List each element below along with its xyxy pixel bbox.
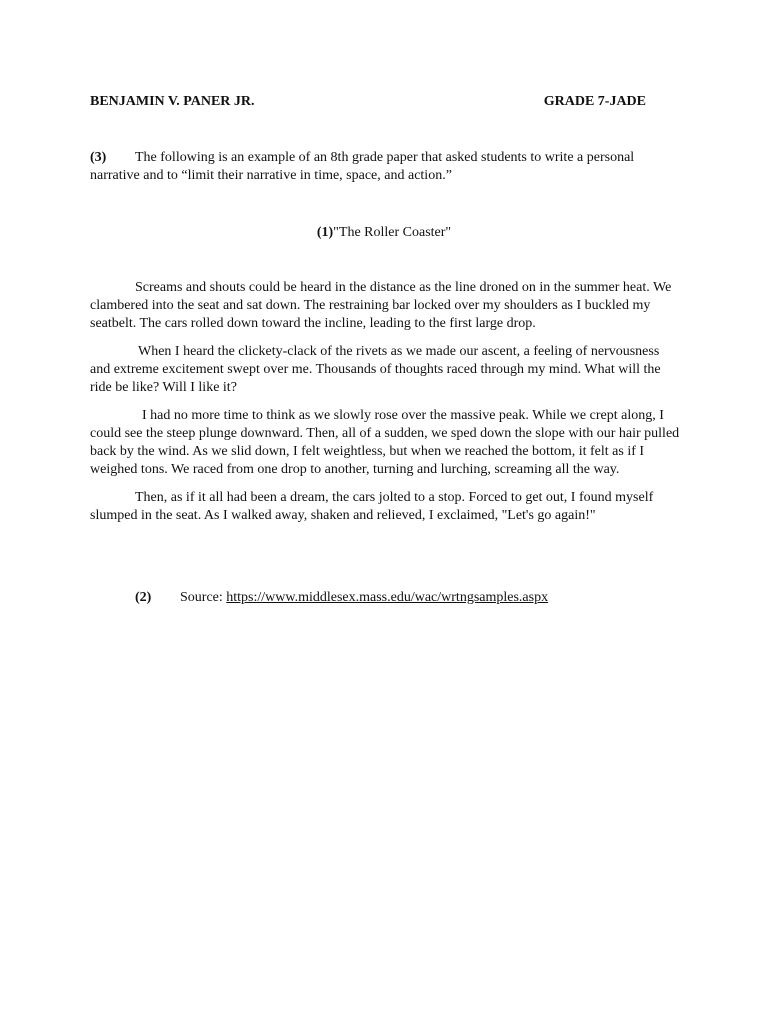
essay-title-marker: (1) <box>316 225 334 240</box>
essay-paragraph-1: Screams and shouts could be heard in the distance as the line droned on in the summer heat. We clambered into the seat and sat down. The restraining bar locked over my shoulders as I buckled my seatbelt. The cars rolled down toward the incline, leading to the first large drop. <box>90 280 672 331</box>
source-link[interactable]: https://www.middlesex.mass.edu/wac/wrtngsamples.aspx <box>226 590 549 605</box>
essay-paragraph-2: When I heard the clickety-clack of the rivets as we made our ascent, a feeling of nervousness and extreme excitement swept over me. Thousands of thoughts raced through my mind. What will the ride be like? Will I like it? <box>90 344 661 395</box>
intro-paragraph <box>90 149 670 185</box>
essay-body <box>90 279 680 535</box>
essay-title <box>0 224 768 242</box>
source-marker: (2) <box>135 590 152 605</box>
source-label: Source: <box>180 590 227 605</box>
essay-paragraph-3: I had no more time to think as we slowly rose over the massive peak. While we crept along, I could see the steep plunge downward. Then, all of a sudden, we sped down the slope with our hair pulled back by the wind. As we slid down, I felt weightless, but when we reached the bottom, it felt as if I weighed tons. We raced from one drop to another, turning and lurching, screaming all the way. <box>90 408 680 477</box>
student-name: BENJAMIN V. PANER JR. <box>90 94 255 109</box>
intro-marker: (3) <box>90 150 107 165</box>
source-citation <box>135 589 548 607</box>
student-grade: GRADE 7-JADE <box>543 94 646 109</box>
essay-title-text: "The Roller Coaster" <box>333 225 452 240</box>
essay-paragraph-4: Then, as if it all had been a dream, the cars jolted to a stop. Forced to get out, I found myself slumped in the seat. As I walked away, shaken and relieved, I exclaimed, "Let's go again!" <box>90 490 654 523</box>
intro-text: The following is an example of an 8th grade paper that asked students to write a personal narrative and to “limit their narrative in time, space, and action.” <box>90 150 635 183</box>
